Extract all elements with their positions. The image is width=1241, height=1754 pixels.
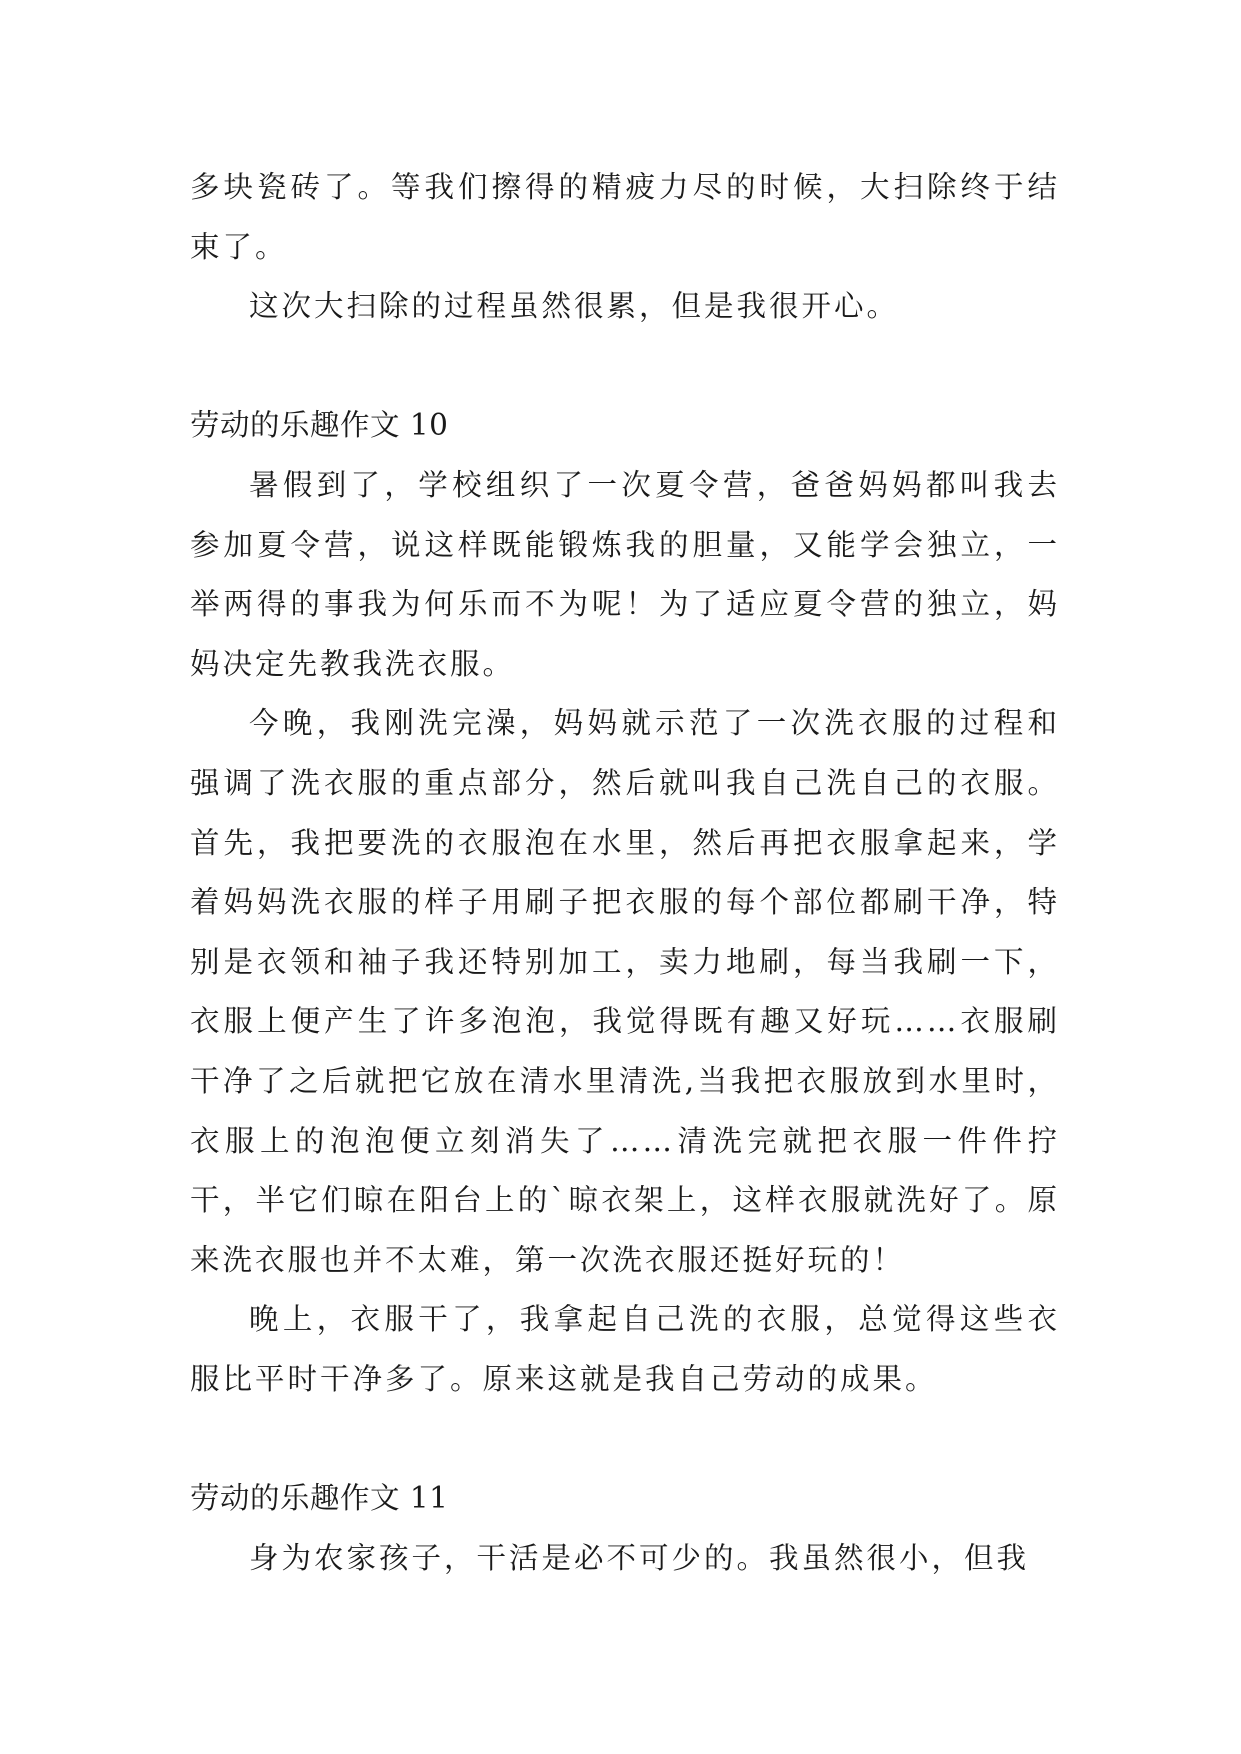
section-heading: 劳动的乐趣作文 11 xyxy=(190,1481,449,1516)
document-body xyxy=(190,158,1060,1588)
section-gap xyxy=(190,337,1060,397)
section-continuation xyxy=(190,158,1060,337)
paragraph: 暑假到了，学校组织了一次夏令营，爸爸妈妈都叫我去参加夏令营，说这样既能锻炼我的胆量，又能学会独立，一举两得的事我为何乐而不为呢！为了适应夏令营的独立，妈妈决定先教我洗衣服。 xyxy=(190,467,1060,681)
paragraph: 晚上，衣服干了，我拿起自己洗的衣服，总觉得这些衣服比平时干净多了。原来这就是我自己劳动的成果。 xyxy=(190,1302,1060,1396)
section-gap xyxy=(190,1409,1060,1469)
paragraph: 今晚，我刚洗完澡，妈妈就示范了一次洗衣服的过程和强调了洗衣服的重点部分，然后就叫我自己洗自己的衣服。首先，我把要洗的衣服泡在水里，然后再把衣服拿起来，学着妈妈洗衣服的样子用刷子把衣服的每个部位都刷干净，特别是衣领和袖子我还特别加工，卖力地刷，每当我刷一下，衣服上便产生了许多泡泡，我觉得既有趣又好玩……衣服刷干净了之后就把它放在清水里清洗,当我把衣服放到水里时，衣服上的泡泡便立刻消失了……清洗完就把衣服一件件拧干，半它们晾在阳台上的`晾衣架上，这样衣服就洗好了。原来洗衣服也并不太难，第一次洗衣服还挺好玩的！ xyxy=(190,706,1060,1277)
section-essay-11 xyxy=(190,1469,1060,1588)
section-heading: 劳动的乐趣作文 10 xyxy=(190,408,449,443)
paragraph: 这次大扫除的过程虽然很累，但是我很开心。 xyxy=(249,289,900,324)
paragraph: 多块瓷砖了。等我们擦得的精疲力尽的时候，大扫除终于结束了。 xyxy=(190,170,1060,264)
section-essay-10 xyxy=(190,396,1060,1409)
paragraph: 身为农家孩子，干活是必不可少的。我虽然很小，但我 xyxy=(249,1540,1030,1575)
